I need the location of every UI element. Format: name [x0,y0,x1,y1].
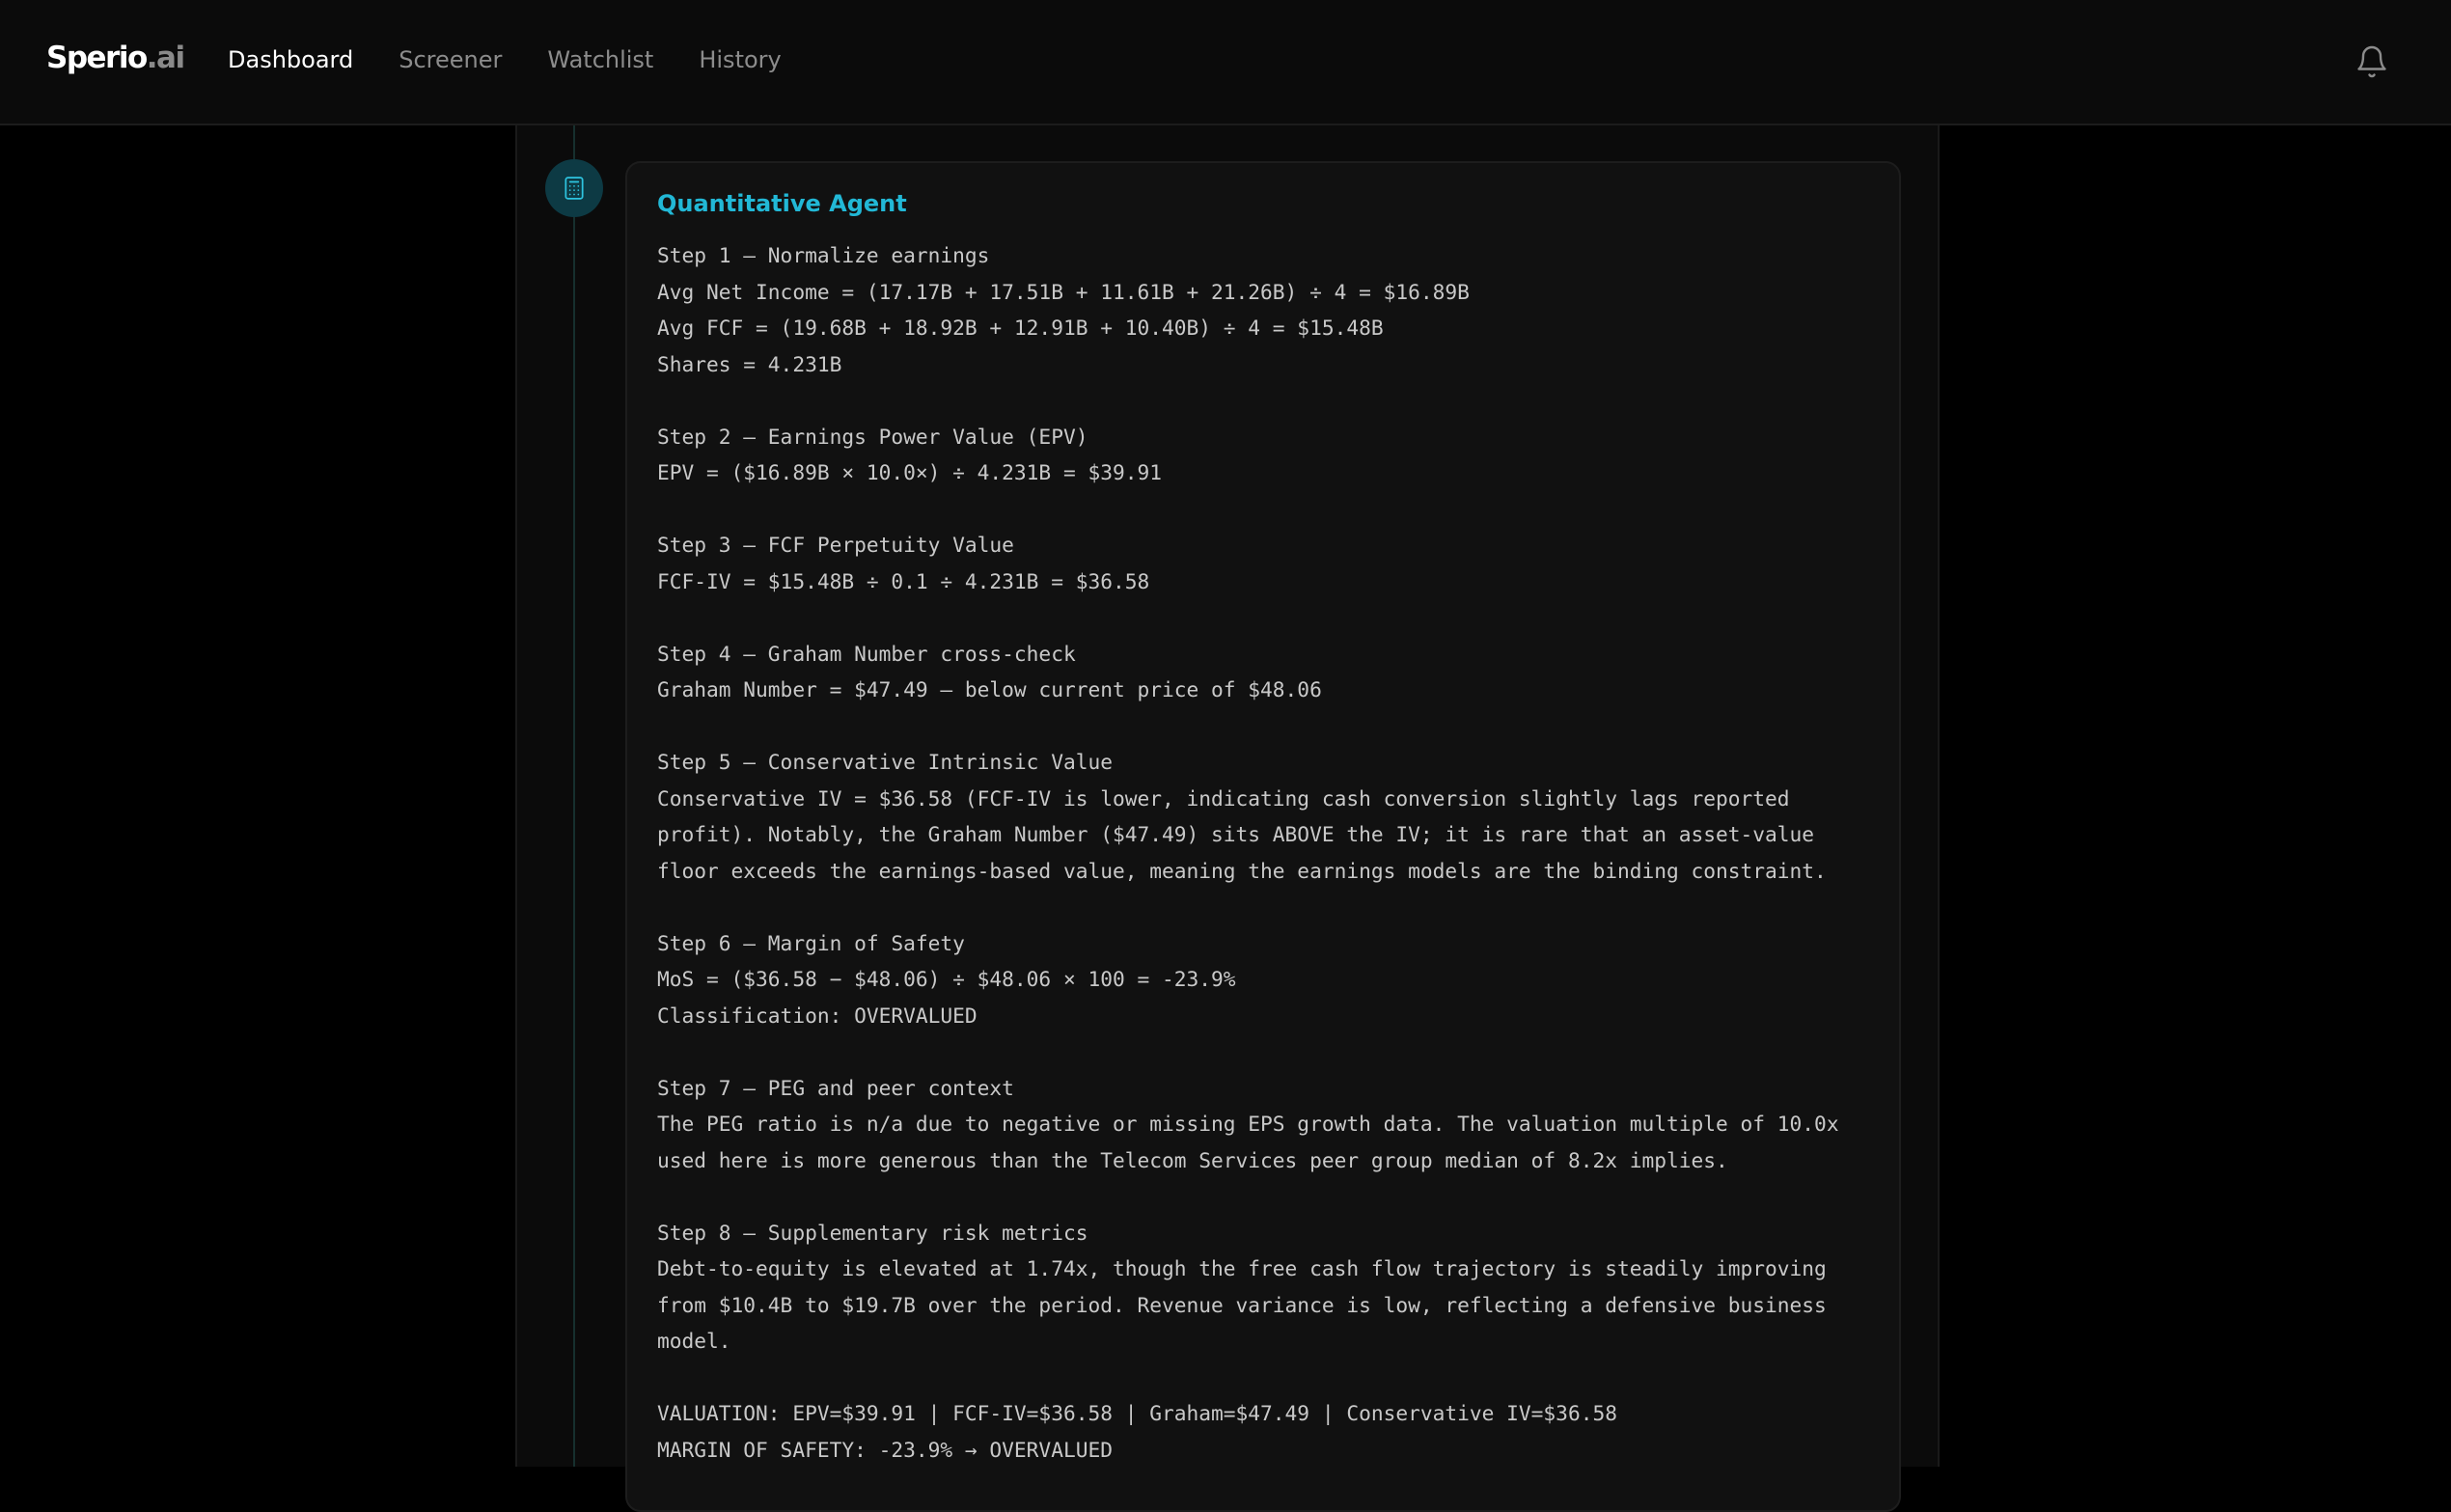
bell-icon[interactable] [2355,44,2389,79]
agent-analysis [657,237,1883,1468]
nav-screener[interactable]: Screener [399,46,503,73]
step-line: model. [657,1329,731,1353]
step-line: FCF-IV = $15.48B ÷ 0.1 ÷ 4.231B = $36.58 [657,568,1150,593]
step-line: Conservative IV = $36.58 (FCF-IV is lower, indicating cash conversion slightly lags reported [657,785,1790,811]
step-heading: Step 6 — Margin of Safety [657,930,965,955]
logo-suffix: .ai [146,41,184,75]
step-line: from $10.4B to $19.7B over the period. Revenue variance is low, reflecting a defensive business [657,1292,1827,1317]
step-line: MoS = ($36.58 − $48.06) ÷ $48.06 × 100 = -23.9% [657,967,1236,991]
step-line: Avg FCF = (19.68B + 18.92B + 12.91B + 10.40B) ÷ 4 = $15.48B [657,316,1384,340]
step-heading: Step 4 — Graham Number cross-check [657,641,1076,666]
top-navbar [0,0,2451,125]
step-line: Avg Net Income = (17.17B + 17.51B + 11.61B + 21.26B) ÷ 4 = $16.89B [657,279,1470,304]
step-heading: Step 8 — Supplementary risk metrics [657,1220,1088,1245]
step-line: used here is more generous than the Telecom Services peer group median of 8.2x implies. [657,1147,1728,1172]
step-line: Debt-to-equity is elevated at 1.74x, though the free cash flow trajectory is steadily improving [657,1256,1827,1280]
agent-title: Quantitative Agent [657,190,907,217]
step-heading: Step 3 — FCF Perpetuity Value [657,533,1014,557]
main-nav [228,46,827,73]
step-heading: Step 5 — Conservative Intrinsic Value [657,750,1113,774]
nav-dashboard[interactable]: Dashboard [228,46,354,73]
nav-history[interactable]: History [699,46,782,73]
step-line: floor exceeds the earnings-based value, meaning the earnings models are the binding constraint. [657,858,1827,883]
step-heading: Step 1 — Normalize earnings [657,243,990,267]
step-heading: Step 2 — Earnings Power Value (EPV) [657,424,1088,449]
step-line: Shares = 4.231B [657,351,842,376]
step-line: The PEG ratio is n/a due to negative or missing EPS growth data. The valuation multiple of 10.0x [657,1112,1839,1136]
logo-main: Sperio [46,41,147,75]
agent-avatar [545,159,603,217]
valuation-summary: VALUATION: EPV=$39.91 | FCF-IV=$36.58 | Graham=$47.49 | Conservative IV=$36.58 [657,1401,1617,1425]
step-line: EPV = ($16.89B × 10.0×) ÷ 4.231B = $39.91 [657,460,1162,484]
app-logo[interactable] [46,41,184,75]
step-line: Graham Number = $47.49 — below current price of $48.06 [657,677,1322,701]
margin-of-safety-summary: MARGIN OF SAFETY: -23.9% → OVERVALUED [657,1437,1113,1462]
step-line: profit). Notably, the Graham Number ($47.49) sits ABOVE the IV; it is rare that an asset-value [657,822,1815,846]
calculator-icon [562,176,587,201]
step-line: Classification: OVERVALUED [657,1003,978,1028]
timeline-line [573,124,575,1467]
nav-watchlist[interactable]: Watchlist [547,46,654,73]
step-heading: Step 7 — PEG and peer context [657,1075,1014,1100]
